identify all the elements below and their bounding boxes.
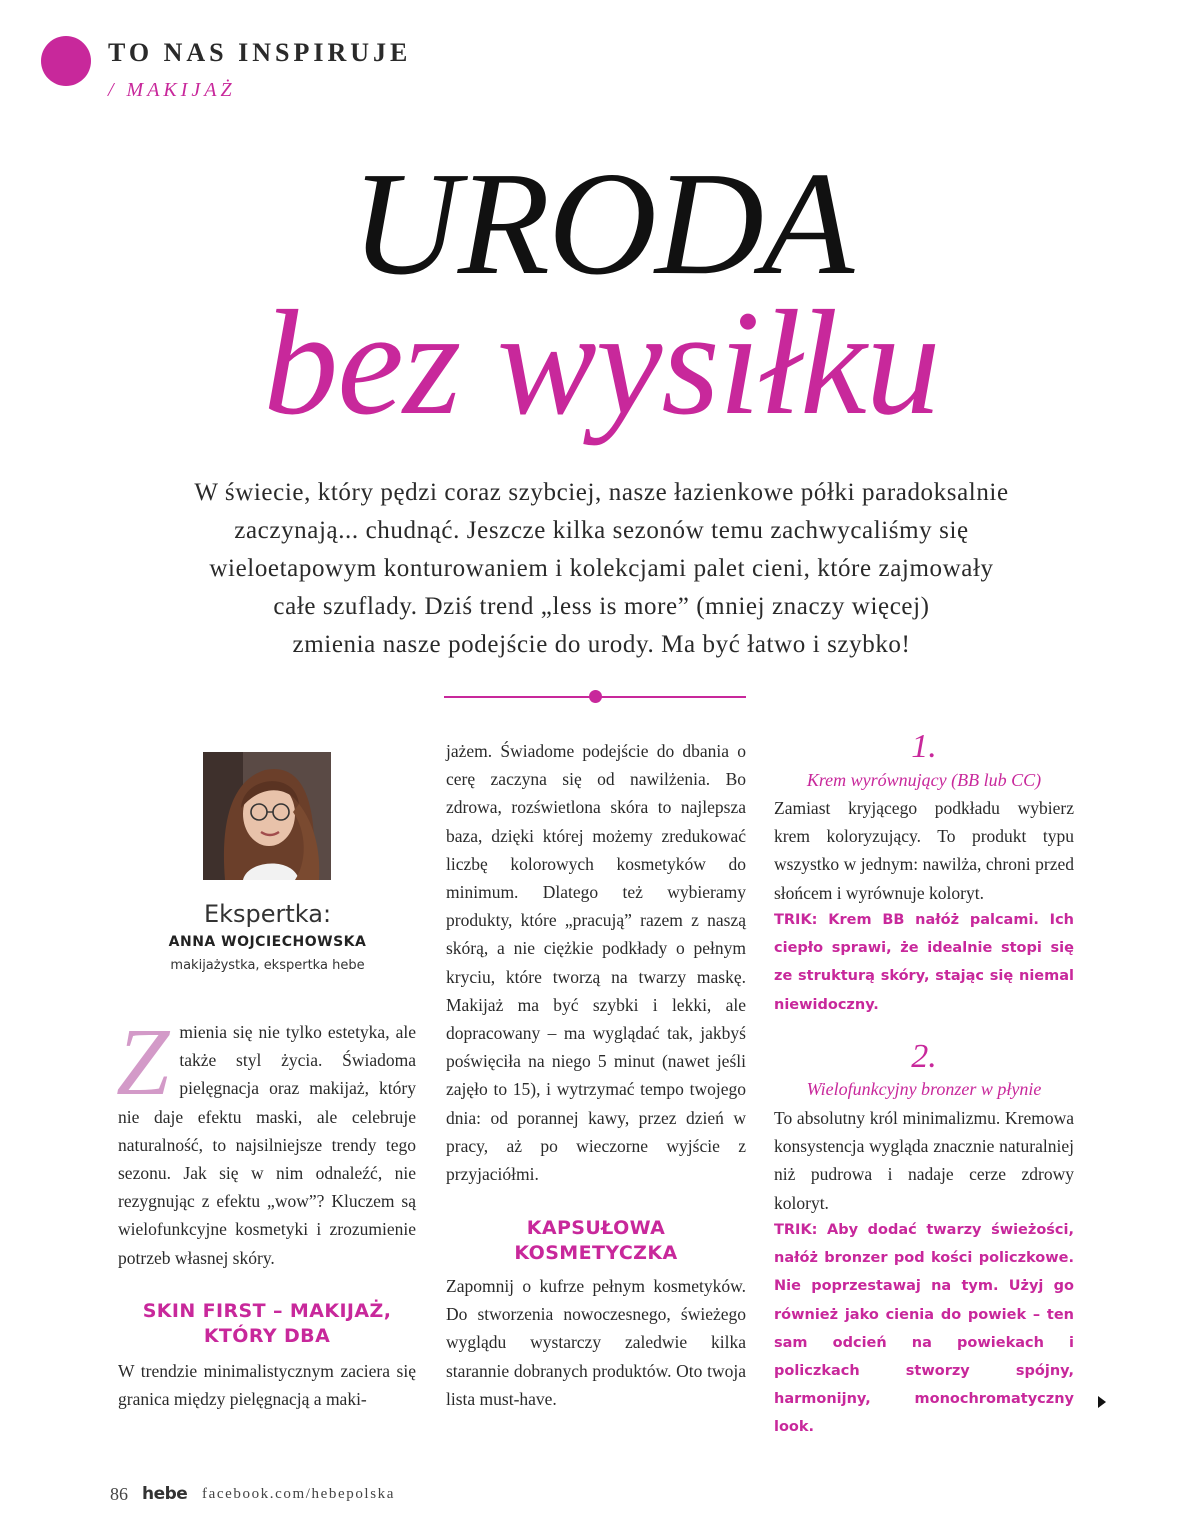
product-name: Wielofunkcyjny bronzer w płynie [806,1079,1042,1099]
column-1-intro [116,1008,416,1272]
brand-logo: hebe [142,1484,188,1504]
lead-paragraph [120,474,1083,664]
subhead-skin-first: SKIN FIRST – MAKIJAŻ, KTÓRY DBA [142,1300,392,1347]
trick-tip: TRIK: Krem BB nałóż palcami. Ich ciepło sprawi, że idealnie stopi się ze strukturą skóry, stając się niemal niewidoczny. [774,912,1074,1013]
headline-line-1: URODA [350,142,853,306]
next-page-arrow-icon [1098,1396,1106,1408]
page-number: 86 [110,1484,128,1504]
body-paragraph: Zamiast kryjącego podkładu wybierz krem koloryzujący. To produkt typu wszystko w jednym: nawilża, chroni przed słońcem i wyrównuje koloryt. [774,798,1074,903]
divider-dot [589,690,602,703]
product-name: Krem wyrównujący (BB lub CC) [806,770,1042,790]
expert-name: ANNA WOJCIECHOWSKA [168,934,367,950]
body-paragraph: To absolutny król minimalizmu. Kremowa konsystencja wygląda znacznie naturalniej niż pudrowa i nadaje cerze zdrowy koloryt. [774,1108,1074,1213]
subsection-title: / MAKIJAŻ [108,79,236,101]
expert-role: makijażystka, ekspertka hebe [170,958,365,973]
column-2-text-2 [446,1272,746,1413]
lead-line: W świecie, który pędzi coraz szybciej, nasze łazienkowe półki paradoksalnie [194,479,1009,506]
body-paragraph: jażem. Świadome podejście do dbania o cerę zaczyna się od nawilżenia. Bo zdrowa, rozświetlona skóra to najlepsza baza, dzięki której możemy zredukować liczbę kolorowych kosmetyków do minimum. Dlatego też wybieramy produkty, które „pracują” razem z naszą skórą, a nie ciężkie podkłady o pełnym kryciu, które tworzą na twarzy maskę. Makijaż ma być szybki i lekki, ale dopracowany – ma wyglądać tak, jakbyś poświęciła na niego 5 minut (nawet jeśli zajęło to 15), i wytrzymać tempo twojego dnia: od porannej kawy, przez dzień w pracy, aż po wieczorne wyjście z przyjaciółmi. [446,741,746,1185]
column-2-text [446,737,746,1188]
item-number: 2. [911,1038,937,1075]
product-description [774,794,1074,907]
lead-line: zaczynają... chudnąć. Jeszcze kilka sezonów temu zachwycaliśmy się [234,517,969,544]
lead-line: całe szuflady. Dziś trend „less is more” (mniej znaczy więcej) [273,593,930,620]
subhead-kapsulowa: KAPSUŁOWA KOSMETYCZKA [514,1217,678,1264]
section-title: TO NAS INSPIRUJE [108,38,412,67]
lead-line: wieloetapowym konturowaniem i kolekcjami palet cieni, które zajmowały [209,555,994,582]
expert-photo [203,752,331,880]
intro-paragraph: mienia się nie tylko estetyka, ale także styl życia. Świadoma pielęgnacja oraz makijaż, który nie daje efektu maski, ale celebruje naturalność, to najsilniejsze trendy tego sezonu. Jak się w nim odnaleźć, nie rezygnując z efektu „wow”? Kluczem są wielofunkcyjne kosmetyki i zrozumienie potrzeb własnej skóry. [118,1022,416,1268]
trick-tip: TRIK: Aby dodać twarzy świeżości, nałóż bronzer pod kości policzkowe. Nie poprzestawaj na tym. Użyj go również jako cienia do powiek – ten sam odcień na powiekach i policzkach stworzy spójny, harmonijny, monochromatyczny look. [774,1222,1074,1436]
headline-line-2: bez wysiłku [263,280,940,446]
product-description [774,1104,1074,1217]
column-1-text [118,1357,416,1413]
lead-line: zmienia nasze podejście do urody. Ma być łatwo i szybko! [292,631,911,658]
body-paragraph: Zapomnij o kufrze pełnym kosmetyków. Do stworzenia nowoczesnego, świeżego wyglądu wystarczy zaledwie kilka starannie dobranych produktów. Oto twoja lista must-have. [446,1276,746,1409]
item-number: 1. [911,728,937,765]
expert-portrait-illustration [203,752,331,880]
drop-cap: Z [116,1008,170,1115]
expert-label: Ekspertka: [203,900,332,928]
body-paragraph: W trendzie minimalistycznym zaciera się granica między pielęgnacją a maki- [118,1361,416,1410]
section-marker-dot [41,36,91,86]
facebook-link[interactable]: facebook.com/hebepolska [202,1486,395,1502]
